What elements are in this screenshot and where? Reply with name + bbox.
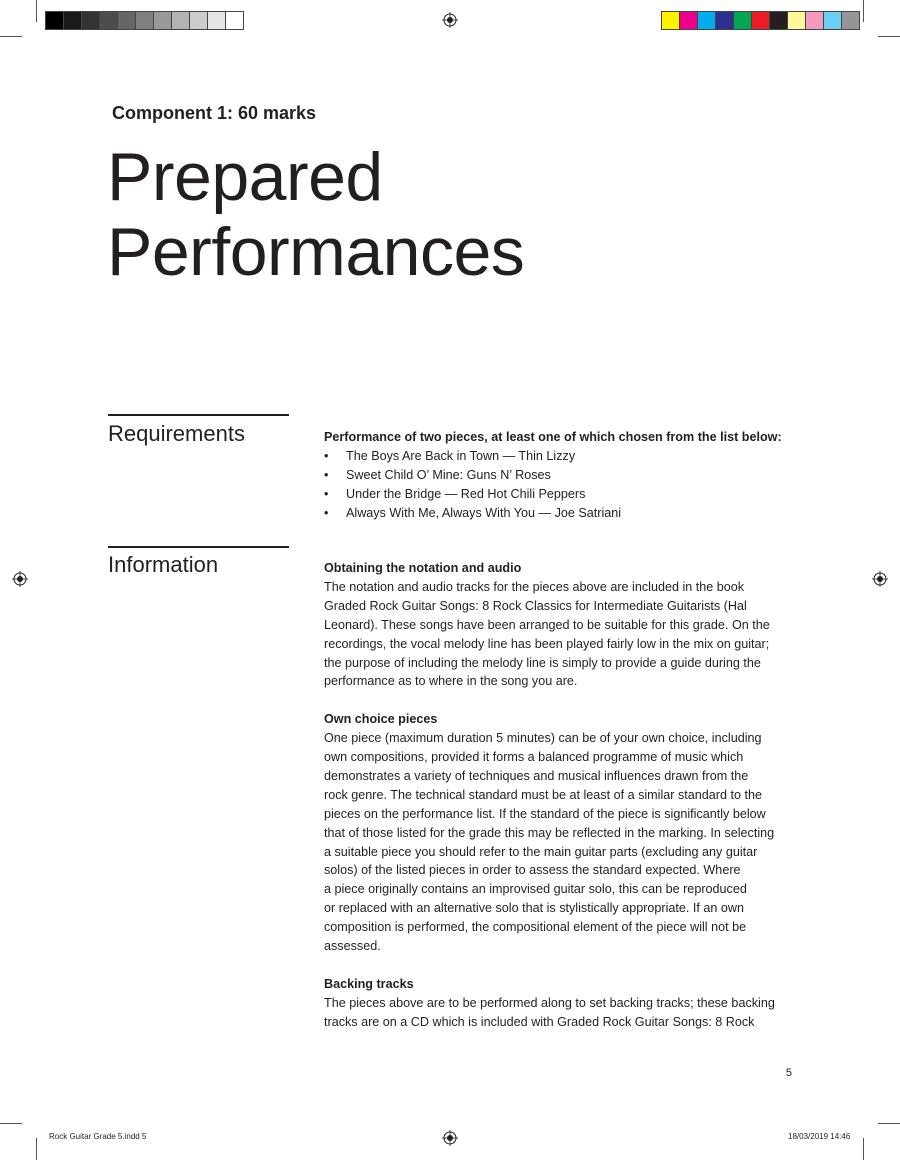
- text-line: Leonard). These songs have been arranged to be suitable for this grade. On the: [324, 617, 770, 632]
- list-item: • The Boys Are Back in Town — Thin Lizzy: [324, 447, 794, 466]
- registration-mark-icon: [12, 571, 28, 587]
- color-swatch: [715, 11, 734, 30]
- crop-mark: [36, 0, 37, 22]
- text-line: a suitable piece you should refer to the main guitar parts (excluding any guitar: [324, 844, 758, 859]
- grey-swatch: [207, 11, 226, 30]
- text-line: One piece (maximum duration 5 minutes) can be of your own choice, including: [324, 731, 762, 746]
- requirements-lead: Performance of two pieces, at least one of which chosen from the list below:: [324, 430, 782, 444]
- page-title-line-2: Performances: [107, 214, 525, 290]
- grey-swatch: [81, 11, 100, 30]
- color-swatch: [733, 11, 752, 30]
- spacer: [324, 956, 794, 975]
- grey-swatch: [99, 11, 118, 30]
- slug-datetime: 18/03/2019 14:46: [788, 1132, 851, 1141]
- section-title: Own choice pieces: [324, 712, 438, 727]
- page-title-line-1: Prepared: [107, 139, 383, 215]
- registration-mark-icon: [442, 1130, 458, 1146]
- text-line: that of those listed for the grade this may be reflected in the marking. In selecting: [324, 825, 775, 840]
- list-item: • Always With Me, Always With You — Joe Satriani: [324, 504, 794, 523]
- requirements-heading: Requirements: [108, 421, 245, 446]
- registration-mark-icon: [442, 12, 458, 28]
- text-line: composition is performed, the compositional element of the piece will not be: [324, 920, 747, 935]
- color-swatch: [661, 11, 680, 30]
- requirements-list: [324, 447, 794, 523]
- color-swatch: [823, 11, 842, 30]
- page-title: [107, 140, 524, 290]
- color-swatch: [697, 11, 716, 30]
- text-line: The notation and audio tracks for the pieces above are included in the book: [324, 579, 745, 594]
- list-item: • Sweet Child O’ Mine: Guns N’ Roses: [324, 466, 794, 485]
- list-item: • Under the Bridge — Red Hot Chili Peppers: [324, 485, 794, 504]
- grey-calibration-bar: [45, 11, 243, 29]
- text-line: or replaced with an alternative solo that is stylistically appropriate. If an own: [324, 901, 745, 916]
- crop-mark: [0, 36, 22, 37]
- text-line: rock genre. The technical standard must be at least of a similar standard to the: [324, 787, 762, 802]
- grey-swatch: [153, 11, 172, 30]
- page-number: 5: [785, 1067, 792, 1079]
- text-line: a piece originally contains an improvised guitar solo, this can be reproduced: [324, 882, 747, 897]
- text-line: Graded Rock Guitar Songs: 8 Rock Classics for Intermediate Guitarists (Hal: [324, 598, 747, 613]
- text-line: demonstrates a variety of techniques and musical influences drawn from the: [324, 768, 749, 783]
- text-line: tracks are on a CD which is included with Graded Rock Guitar Songs: 8 Rock: [324, 1014, 755, 1029]
- text-line: own compositions, provided it forms a balanced programme of music which: [324, 750, 744, 765]
- section-title: Obtaining the notation and audio: [324, 561, 522, 575]
- text-line: pieces on the performance list. If the standard of the piece is significantly below: [324, 806, 766, 821]
- grey-swatch: [189, 11, 208, 30]
- spacer: [324, 691, 794, 710]
- color-swatch: [805, 11, 824, 30]
- grey-swatch: [225, 11, 244, 30]
- crop-mark: [878, 1123, 900, 1124]
- grey-swatch: [63, 11, 82, 30]
- text-line: solos) of the listed pieces in order to assess the standard expected. Where: [324, 863, 741, 878]
- section-title: Backing tracks: [324, 976, 414, 991]
- color-swatch: [751, 11, 770, 30]
- slug-filename: Rock Guitar Grade 5.indd 5: [49, 1132, 147, 1141]
- crop-mark: [863, 0, 864, 22]
- text-line: The pieces above are to be performed along to set backing tracks; these backing: [324, 995, 775, 1010]
- information-rule: [108, 546, 289, 548]
- grey-swatch: [45, 11, 64, 30]
- color-swatch: [679, 11, 698, 30]
- crop-mark: [0, 1123, 22, 1124]
- grey-swatch: [171, 11, 190, 30]
- text-line: recordings, the vocal melody line has been played fairly low in the mix on guitar;: [324, 636, 770, 651]
- requirements-body: [324, 428, 794, 523]
- information-heading: Information: [108, 552, 219, 577]
- color-swatch: [841, 11, 860, 30]
- color-swatch: [787, 11, 806, 30]
- crop-mark: [36, 1138, 37, 1160]
- color-swatch: [769, 11, 788, 30]
- requirements-rule: [108, 414, 289, 416]
- information-body: [324, 559, 794, 1032]
- grey-swatch: [135, 11, 154, 30]
- text-line: assessed.: [324, 939, 381, 954]
- registration-mark-icon: [872, 571, 888, 587]
- text-line: performance as to where in the song you are.: [324, 674, 578, 689]
- text-line: the purpose of including the melody line is simply to provide a guide during the: [324, 655, 761, 670]
- color-calibration-bar: [661, 11, 859, 29]
- crop-mark: [878, 36, 900, 37]
- component-label: Component 1: 60 marks: [112, 103, 317, 123]
- crop-mark: [863, 1138, 864, 1160]
- grey-swatch: [117, 11, 136, 30]
